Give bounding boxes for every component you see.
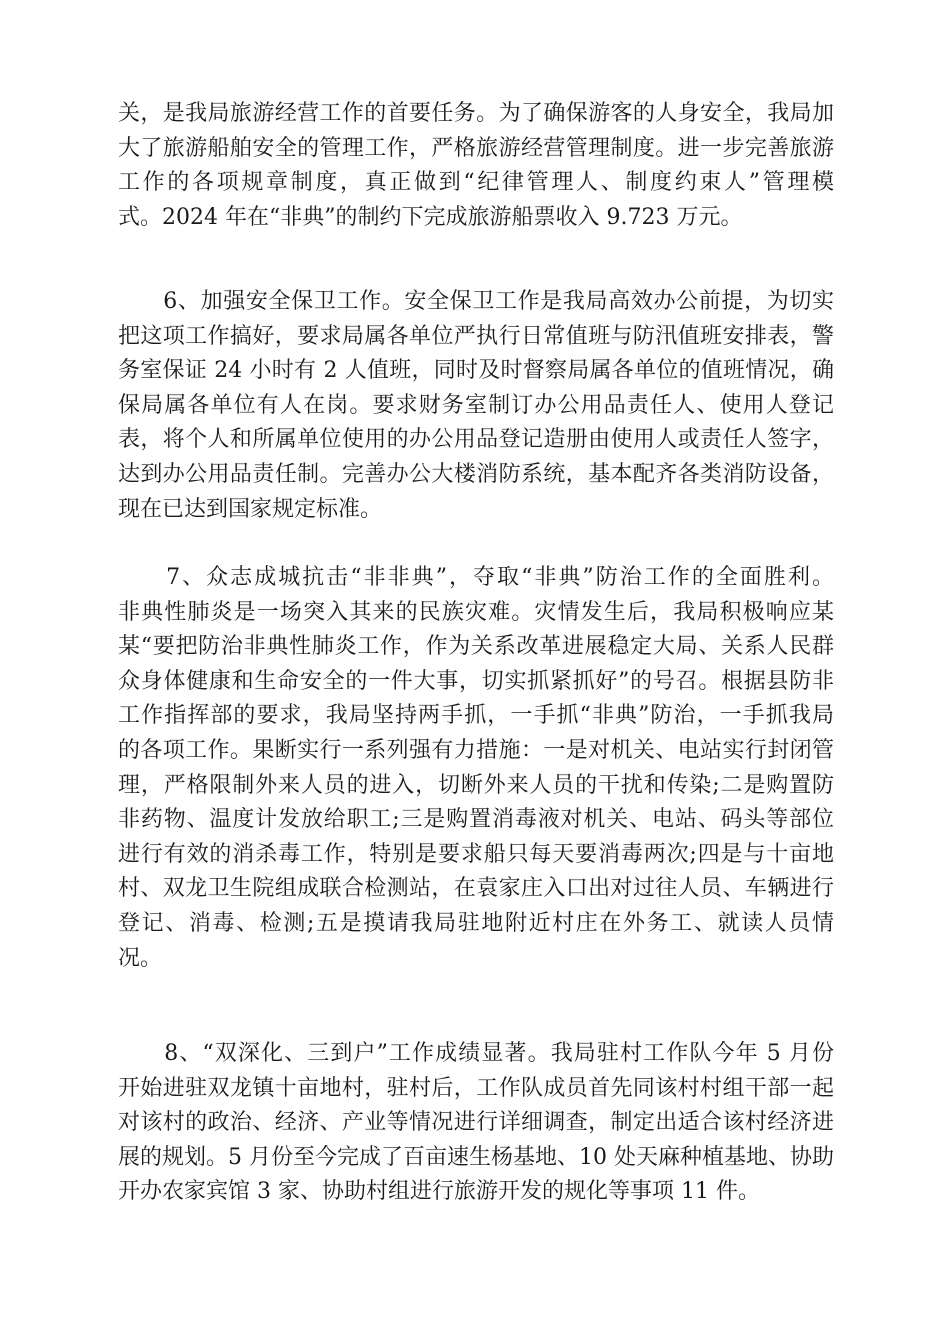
- text-line: 的各项工作。果断实行一系列强有力措施：一是对机关、电站实行封闭管: [118, 737, 834, 763]
- text-line: 况。: [118, 945, 163, 971]
- paragraph-item-7-sars: [118, 561, 834, 976]
- text-line: 众身体健康和生命安全的一件大事，切实抓紧抓好”的号召。根据县防非: [118, 668, 834, 694]
- text-line: 式。2024 年在“非典”的制约下完成旅游船票收入 9.723 万元。: [118, 204, 743, 230]
- paragraph-item-6-security: [118, 285, 834, 527]
- text-line: 7、众志成城抗击“非非典”，夺取“非典”防治工作的全面胜利。: [118, 565, 834, 590]
- text-line: 进行有效的消杀毒工作，特别是要求船只每天要消毒两次;四是与十亩地: [118, 841, 834, 867]
- paragraph-tourism-safety: [118, 97, 834, 235]
- text-line: 某“要把防治非典性肺炎工作，作为关系改革进展稳定大局、关系人民群: [118, 634, 834, 660]
- text-line: 达到办公用品责任制。完善办公大楼消防系统，基本配齐各类消防设备，: [118, 461, 834, 487]
- text-line: 非药物、温度计发放给职工;三是购置消毒液对机关、电站、码头等部位: [118, 807, 834, 833]
- text-line: 开始进驻双龙镇十亩地村，驻村后，工作队成员首先同该村村组干部一起: [118, 1075, 834, 1101]
- text-line: 工作的各项规章制度，真正做到“纪律管理人、制度约束人”管理模: [118, 170, 834, 196]
- text-line: 村、双龙卫生院组成联合检测站，在袁家庄入口出对过往人员、车辆进行: [118, 876, 834, 902]
- paragraph-item-8-village-work: [118, 1037, 834, 1210]
- text-line: 非典性肺炎是一场突入其来的民族灾难。灾情发生后，我局积极响应某: [118, 599, 834, 625]
- text-line: 理，严格限制外来人员的进入，切断外来人员的干扰和传染;二是购置防: [118, 772, 834, 798]
- text-line: 把这项工作搞好，要求局属各单位严执行日常值班与防汛值班安排表，警: [118, 323, 834, 349]
- text-line: 8、“双深化、三到户”工作成绩显著。我局驻村工作队今年 5 月份: [118, 1041, 834, 1066]
- text-line: 工作指挥部的要求，我局坚持两手抓，一手抓“非典”防治，一手抓我局: [118, 703, 834, 729]
- text-line: 大了旅游船舶安全的管理工作，严格旅游经营管理制度。进一步完善旅游: [118, 135, 834, 161]
- text-line: 展的规划。5 月份至今完成了百亩速生杨基地、10 处天麻种植基地、协助: [118, 1144, 834, 1170]
- text-line: 开办农家宾馆 3 家、协助村组进行旅游开发的规化等事项 11 件。: [118, 1179, 760, 1205]
- text-line: 表，将个人和所属单位使用的办公用品登记造册由使用人或责任人签字，: [118, 427, 834, 453]
- text-line: 登记、消毒、检测;五是摸请我局驻地附近村庄在外务工、就读人员情: [118, 910, 834, 936]
- text-line: 对该村的政治、经济、产业等情况进行详细调查，制定出适合该村经济进: [118, 1110, 834, 1136]
- text-line: 关，是我局旅游经营工作的首要任务。为了确保游客的人身安全，我局加: [118, 101, 834, 126]
- text-line: 务室保证 24 小时有 2 人值班，同时及时督察局属各单位的值班情况，确: [118, 358, 834, 384]
- text-line: 6、加强安全保卫工作。安全保卫工作是我局高效办公前提，为切实: [118, 289, 834, 314]
- text-line: 保局属各单位有人在岗。要求财务室制订办公用品责任人、使用人登记: [118, 392, 834, 418]
- text-line: 现在已达到国家规定标准。: [118, 496, 383, 522]
